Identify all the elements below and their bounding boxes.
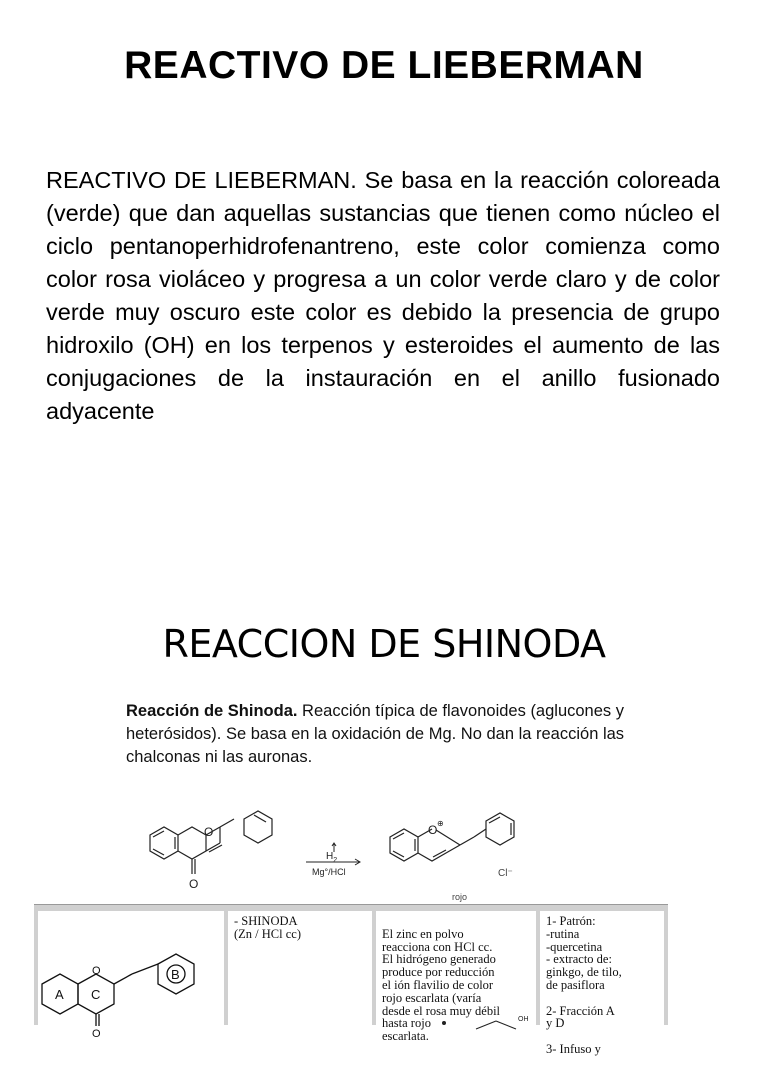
reaction-scheme xyxy=(0,790,768,904)
flavonoid-skeleton xyxy=(38,924,224,1038)
page-title-lieberman: REACTIVO DE LIEBERMAN xyxy=(124,44,644,87)
shinoda-desc-bold: Reacción de Shinoda. xyxy=(126,702,298,720)
ring-c-label: C xyxy=(91,986,101,1002)
lieberman-paragraph: REACTIVO DE LIEBERMAN. Se basa en la reacción coloreada (verde) que dan aquellas sustancias que tienen como núcleo el ciclo pentanoperhidrofenantreno, este color comienza como color rosa violáceo y progresa a un color verde claro y de color verde muy oscuro este color es debido la presencia de grupo hidroxilo (OH) en los terpenos y esteroides el aumento de las conjugaciones de la instauración en el anillo fusionado adyacente xyxy=(46,167,720,424)
small-structure xyxy=(436,1011,536,1031)
explanation-text: El zinc en polvo reacciona con HCl cc. El hidrógeno generado produce por reducción el ión flavilio de color rojo escarlata (varía desde el rosa muy débil hasta rojo escarlata. xyxy=(382,926,501,1044)
oh-label: OH xyxy=(518,1016,529,1023)
reactant-ring-oxygen: O xyxy=(204,825,214,839)
page-title-shinoda: REACCION DE SHINODA xyxy=(162,622,606,666)
carbonyl-oxygen: O xyxy=(92,1027,101,1040)
product-oxygen: O xyxy=(428,823,438,837)
flavone-structure xyxy=(150,811,272,874)
shinoda-desc-text: Reacción típica de flavonoides (aglucones y heterósidos). Se basa en la oxidación de Mg. No dan la reacción las chalconas ni las auronas. xyxy=(126,702,625,766)
flavylium-structure xyxy=(390,813,514,861)
counter-ion: Cl⁻ xyxy=(498,868,513,879)
reactant-carbonyl-oxygen: O xyxy=(189,877,199,891)
shinoda-description xyxy=(126,700,646,769)
shinoda-table xyxy=(34,904,668,1056)
ring-a-label: A xyxy=(55,986,64,1002)
table-cell-explanation xyxy=(376,911,536,1044)
reagent-mg-hcl: Mg°/HCl xyxy=(312,867,346,877)
table-cell-samples: 1- Patrón: -rutina -quercetina - extracto de: ginkgo, de tilo, de pasiflora 2- Fracción A y D 3- Infuso y xyxy=(540,911,664,1025)
table-cell-structure xyxy=(38,911,224,1040)
product-charge: ⊕ xyxy=(437,819,444,828)
reagent-h2: $H_2$ xyxy=(326,851,338,864)
product-color-label: rojo xyxy=(452,892,468,902)
table-cell-method: - SHINODA (Zn / HCl cc) xyxy=(228,911,372,1025)
ring-oxygen: O xyxy=(92,964,101,977)
ring-b-label: B xyxy=(171,966,180,982)
